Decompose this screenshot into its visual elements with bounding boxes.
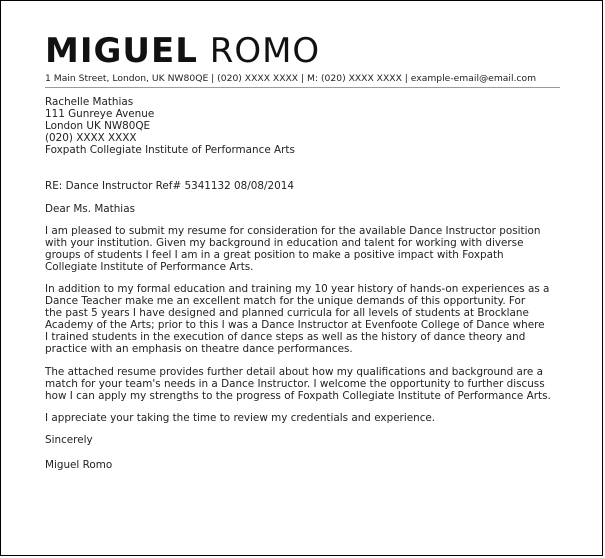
paragraph-line: practice with an emphasis on theatre dance performances. — [45, 343, 353, 355]
paragraph-intro — [45, 225, 565, 273]
paragraph-line: Collegiate Institute of Performance Arts. — [45, 261, 254, 273]
closing: Sincerely — [45, 434, 93, 446]
recipient-organization: Foxpath Collegiate Institute of Performance Arts — [45, 144, 295, 156]
recipient-phone: (020) XXXX XXXX — [45, 132, 137, 144]
paragraph-line: how I can apply my strengths to the progress of Foxpath Collegiate Institute of Performance Arts. — [45, 390, 551, 402]
paragraph-line: I am pleased to submit my resume for consideration for the available Dance Instructor position — [45, 225, 541, 237]
paragraph-line: match for your team's needs in a Dance Instructor. I welcome the opportunity to further discuss — [45, 378, 545, 390]
paragraph-line: groups of students I feel I am in a great position to make a positive impact with Foxpath — [45, 249, 504, 261]
paragraph-line: In addition to my formal education and training my 10 year history of hands-on experiences as a — [45, 283, 550, 295]
recipient-city: London UK NW80QE — [45, 120, 151, 132]
recipient-name: Rachelle Mathias — [45, 96, 134, 108]
paragraph-line: Dance Teacher make me an excellent match for the unique demands of this opportunity. For — [45, 295, 526, 307]
recipient-street: 111 Gunreye Avenue — [45, 108, 155, 120]
paragraph-line: I appreciate your taking the time to review my credentials and experience. — [45, 412, 436, 424]
paragraph-line: The attached resume provides further detail about how my qualifications and background are a — [45, 366, 543, 378]
paragraph-resume — [45, 366, 565, 402]
contact-line: 1 Main Street, London, UK NW80QE | (020) XXXX XXXX | M: (020) XXXX XXXX | example-email@email.com — [45, 73, 537, 84]
header-divider — [45, 87, 560, 88]
paragraph-line: Academy of the Arts; prior to this I was a Dance Instructor at Evenfoote College of Dance where — [45, 319, 545, 331]
paragraph-line: with your institution. Given my background in education and talent for working with diverse — [45, 237, 524, 249]
salutation: Dear Ms. Mathias — [45, 203, 135, 215]
paragraph-line: I trained students in the execution of dance steps as well as the history of dance theory and — [45, 331, 526, 343]
signature-name: Miguel Romo — [45, 459, 113, 471]
recipient-address — [45, 96, 565, 156]
paragraph-experience — [45, 283, 565, 355]
paragraph-line: the past 5 years I have designed and planned curricula for all levels of students at Brocklane — [45, 307, 529, 319]
first-name: MIGUEL — [45, 31, 198, 71]
reference-line: RE: Dance Instructor Ref# 5341132 08/08/2014 — [45, 180, 294, 192]
last-name: ROMO — [209, 31, 321, 71]
applicant-name — [45, 31, 320, 71]
paragraph-thanks — [45, 412, 565, 424]
